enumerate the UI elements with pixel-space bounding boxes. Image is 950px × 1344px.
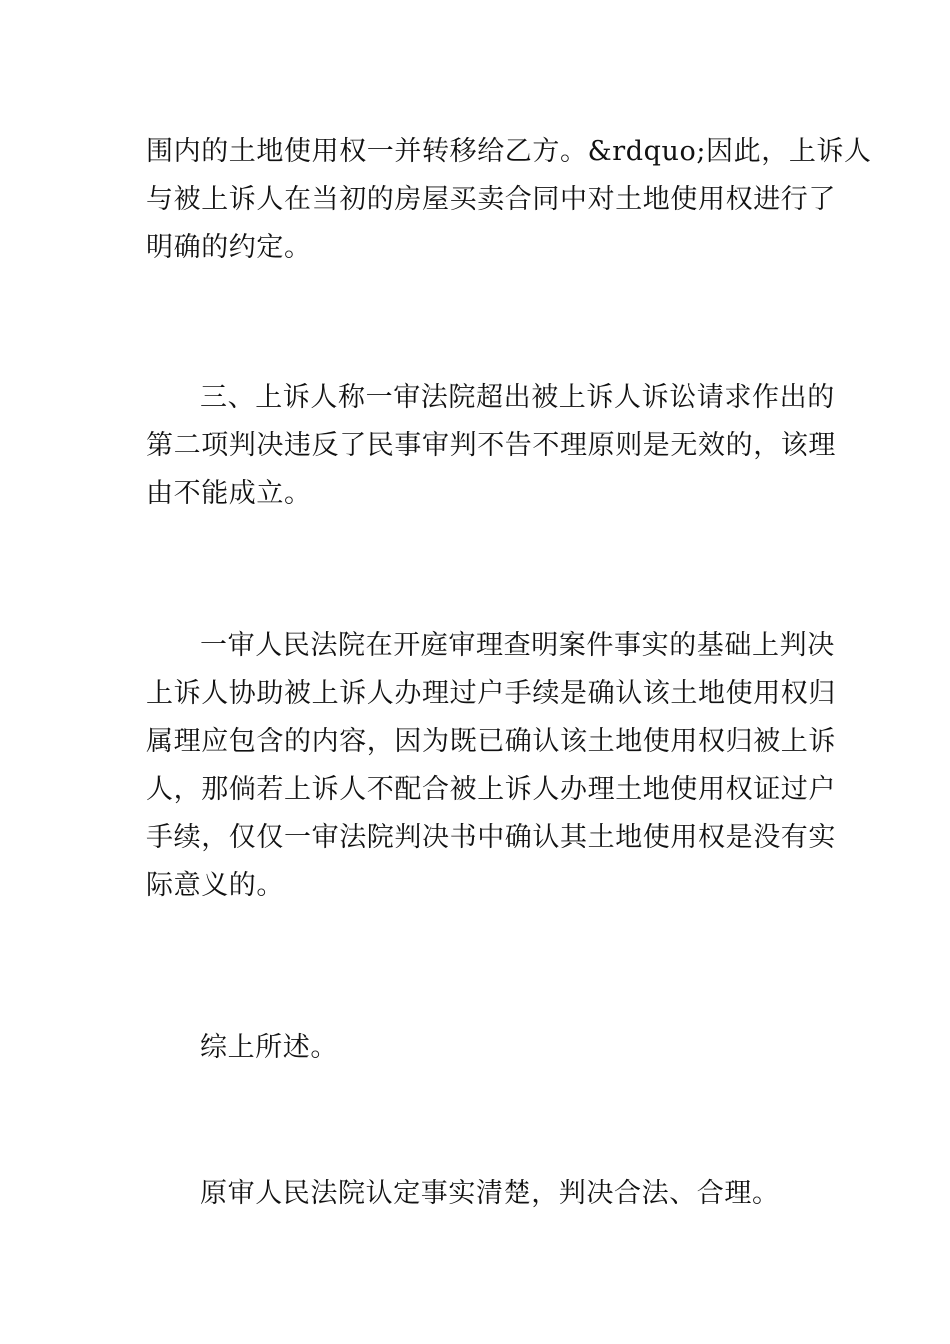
paragraph-2 (146, 374, 836, 518)
text-line: 上诉人协助被上诉人办理过户手续是确认该土地使用权归 (146, 678, 836, 709)
text-line: 第二项判决违反了民事审判不告不理原则是无效的，该理 (146, 430, 836, 461)
text-line: 围内的土地使用权一并转移给乙方。&rdquo;因此，上诉人 (146, 136, 872, 167)
paragraph-4 (146, 1024, 810, 1072)
paragraph-5 (146, 1170, 810, 1218)
text-line: 明确的约定。 (146, 232, 312, 263)
text-line: 三、上诉人称一审法院超出被上诉人诉讼请求作出的 (200, 382, 835, 413)
text-line: 一审人民法院在开庭审理查明案件事实的基础上判决 (200, 630, 835, 661)
text-line: 属理应包含的内容，因为既已确认该土地使用权归被上诉 (146, 726, 836, 757)
text-line: 际意义的。 (146, 870, 284, 901)
text-line: 原审人民法院认定事实清楚，判决合法、合理。 (200, 1178, 780, 1209)
text-line: 人，那倘若上诉人不配合被上诉人办理土地使用权证过户 (146, 774, 836, 805)
text-line: 手续，仅仅一审法院判决书中确认其土地使用权是没有实 (146, 822, 836, 853)
text-line: 由不能成立。 (146, 478, 312, 509)
text-line: 综上所述。 (200, 1032, 338, 1063)
paragraph-1 (146, 128, 872, 272)
paragraph-3 (146, 622, 836, 910)
text-line: 与被上诉人在当初的房屋买卖合同中对土地使用权进行了 (146, 184, 836, 215)
